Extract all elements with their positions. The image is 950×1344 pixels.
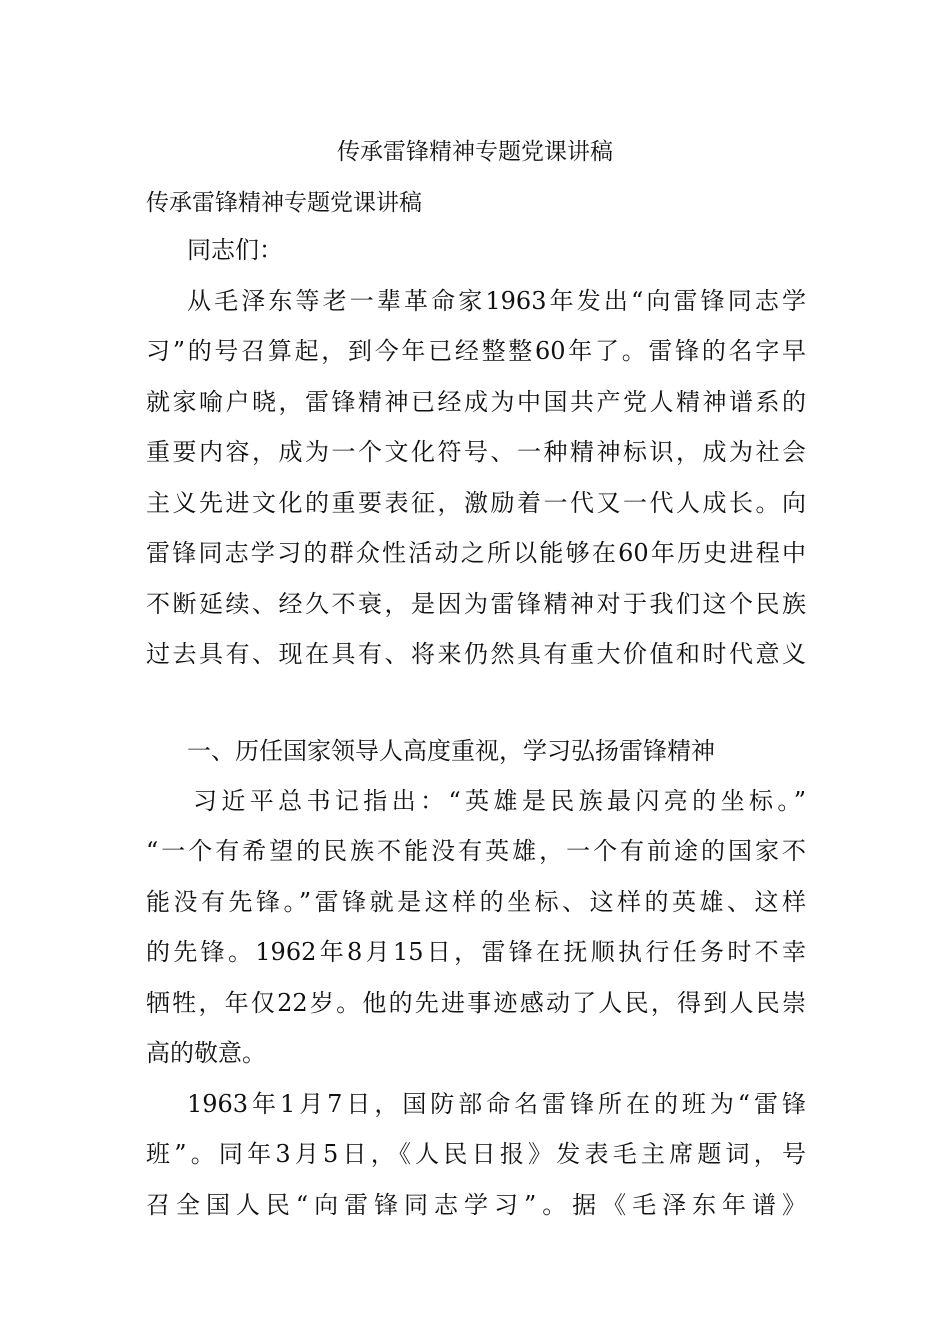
paragraph-line: 主义先进文化的重要表征，激励着一代又一代人成长。向 [146,489,806,517]
greeting: 同志们： [187,236,283,264]
paragraph-line: 召全国人民“向雷锋同志学习”。据《毛泽东年谱》 [146,1191,806,1219]
paragraph-line: 1963年1月7日，国防部命名雷锋所在的班为“雷锋 [187,1090,806,1118]
paragraph-line: 雷锋同志学习的群众性活动之所以能够在60年历史进程中 [146,539,806,567]
paragraph-line: “一个有希望的民族不能没有英雄，一个有前途的国家不 [146,837,806,865]
paragraph-line: 重要内容，成为一个文化符号、一种精神标识，成为社会 [146,438,806,466]
paragraph-line: 不断延续、经久不衰，是因为雷锋精神对于我们这个民族 [146,590,806,618]
paragraph-line: 从毛泽东等老一辈革命家1963年发出“向雷锋同志学 [187,287,806,315]
section-heading: 一、历任国家领导人高度重视，学习弘扬雷锋精神 [187,737,715,765]
paragraph-line: 高的敬意。 [146,1039,266,1067]
paragraph-line: 班”。同年3月5日，《人民日报》发表毛主席题词，号 [146,1140,806,1168]
paragraph-line: 牺牲，年仅22岁。他的先进事迹感动了人民，得到人民崇 [146,989,806,1017]
document-subtitle: 传承雷锋精神专题党课讲稿 [146,190,422,216]
paragraph-line: 就家喻户晓，雷锋精神已经成为中国共产党人精神谱系的 [146,388,806,416]
document-title: 传承雷锋精神专题党课讲稿 [337,139,613,165]
paragraph-line: 过去具有、现在具有、将来仍然具有重大价值和时代意义 [146,640,806,668]
paragraph-line: 的先锋。1962年8月15日，雷锋在抚顺执行任务时不幸 [146,938,806,966]
paragraph-line: 习”的号召算起，到今年已经整整60年了。雷锋的名字早 [146,337,806,365]
paragraph-line: 能没有先锋。”雷锋就是这样的坐标、这样的英雄、这样 [146,888,806,916]
paragraph-line: 习近平总书记指出：“英雄是民族最闪亮的坐标。” [193,787,806,815]
